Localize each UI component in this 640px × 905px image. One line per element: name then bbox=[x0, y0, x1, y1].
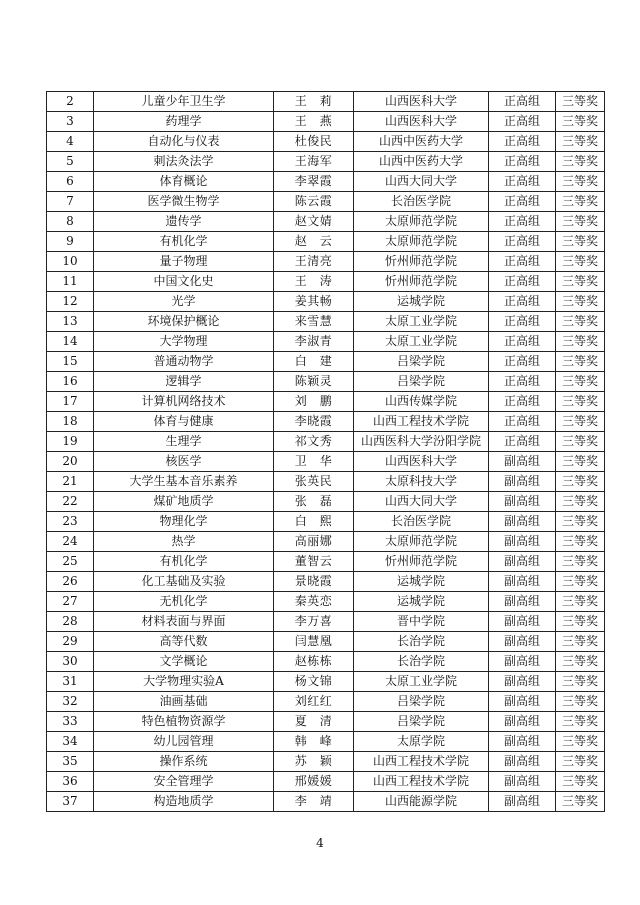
school-name-cell: 长治学院 bbox=[354, 652, 489, 672]
group-cell: 副高组 bbox=[489, 472, 556, 492]
award-level-cell: 三等奖 bbox=[556, 612, 605, 632]
teacher-name-cell: 李晓霞 bbox=[274, 412, 354, 432]
award-level-cell: 三等奖 bbox=[556, 792, 605, 812]
course-name-cell: 有机化学 bbox=[94, 552, 274, 572]
row-index-cell: 16 bbox=[47, 372, 94, 392]
school-name-cell: 太原科技大学 bbox=[354, 472, 489, 492]
teacher-name-cell: 苏 颖 bbox=[274, 752, 354, 772]
teacher-name-cell: 杨文锦 bbox=[274, 672, 354, 692]
award-level-cell: 三等奖 bbox=[556, 212, 605, 232]
school-name-cell: 运城学院 bbox=[354, 592, 489, 612]
course-name-cell: 遗传学 bbox=[94, 212, 274, 232]
teacher-name-cell: 王 涛 bbox=[274, 272, 354, 292]
table-row bbox=[47, 432, 605, 452]
award-level-cell: 三等奖 bbox=[556, 232, 605, 252]
row-index-cell: 6 bbox=[47, 172, 94, 192]
row-index-cell: 20 bbox=[47, 452, 94, 472]
group-cell: 正高组 bbox=[489, 132, 556, 152]
group-cell: 副高组 bbox=[489, 512, 556, 532]
school-name-cell: 吕梁学院 bbox=[354, 352, 489, 372]
course-name-cell: 特色植物资源学 bbox=[94, 712, 274, 732]
teacher-name-cell: 赵栋栋 bbox=[274, 652, 354, 672]
group-cell: 正高组 bbox=[489, 312, 556, 332]
group-cell: 副高组 bbox=[489, 492, 556, 512]
school-name-cell: 山西工程技术学院 bbox=[354, 412, 489, 432]
row-index-cell: 4 bbox=[47, 132, 94, 152]
row-index-cell: 23 bbox=[47, 512, 94, 532]
school-name-cell: 山西医科大学 bbox=[354, 112, 489, 132]
course-name-cell: 光学 bbox=[94, 292, 274, 312]
row-index-cell: 2 bbox=[47, 92, 94, 112]
group-cell: 正高组 bbox=[489, 152, 556, 172]
course-name-cell: 量子物理 bbox=[94, 252, 274, 272]
group-cell: 正高组 bbox=[489, 372, 556, 392]
course-name-cell: 体育概论 bbox=[94, 172, 274, 192]
table-row bbox=[47, 272, 605, 292]
group-cell: 正高组 bbox=[489, 192, 556, 212]
award-level-cell: 三等奖 bbox=[556, 152, 605, 172]
school-name-cell: 忻州师范学院 bbox=[354, 252, 489, 272]
course-name-cell: 文学概论 bbox=[94, 652, 274, 672]
school-name-cell: 山西工程技术学院 bbox=[354, 752, 489, 772]
course-name-cell: 儿童少年卫生学 bbox=[94, 92, 274, 112]
group-cell: 正高组 bbox=[489, 252, 556, 272]
group-cell: 副高组 bbox=[489, 612, 556, 632]
award-level-cell: 三等奖 bbox=[556, 592, 605, 612]
school-name-cell: 山西医科大学 bbox=[354, 452, 489, 472]
group-cell: 副高组 bbox=[489, 792, 556, 812]
table-row bbox=[47, 392, 605, 412]
table-row bbox=[47, 472, 605, 492]
award-level-cell: 三等奖 bbox=[556, 752, 605, 772]
award-level-cell: 三等奖 bbox=[556, 192, 605, 212]
teacher-name-cell: 李 靖 bbox=[274, 792, 354, 812]
group-cell: 副高组 bbox=[489, 592, 556, 612]
teacher-name-cell: 王清亮 bbox=[274, 252, 354, 272]
school-name-cell: 吕梁学院 bbox=[354, 372, 489, 392]
group-cell: 正高组 bbox=[489, 332, 556, 352]
teacher-name-cell: 王 莉 bbox=[274, 92, 354, 112]
row-index-cell: 8 bbox=[47, 212, 94, 232]
table-row bbox=[47, 212, 605, 232]
award-level-cell: 三等奖 bbox=[556, 452, 605, 472]
course-name-cell: 安全管理学 bbox=[94, 772, 274, 792]
course-name-cell: 大学生基本音乐素养 bbox=[94, 472, 274, 492]
school-name-cell: 晋中学院 bbox=[354, 612, 489, 632]
table-row bbox=[47, 592, 605, 612]
school-name-cell: 运城学院 bbox=[354, 572, 489, 592]
group-cell: 正高组 bbox=[489, 112, 556, 132]
group-cell: 副高组 bbox=[489, 572, 556, 592]
row-index-cell: 24 bbox=[47, 532, 94, 552]
school-name-cell: 山西大同大学 bbox=[354, 492, 489, 512]
school-name-cell: 长治医学院 bbox=[354, 512, 489, 532]
group-cell: 正高组 bbox=[489, 412, 556, 432]
group-cell: 正高组 bbox=[489, 392, 556, 412]
row-index-cell: 37 bbox=[47, 792, 94, 812]
group-cell: 正高组 bbox=[489, 352, 556, 372]
teacher-name-cell: 祁文秀 bbox=[274, 432, 354, 452]
group-cell: 正高组 bbox=[489, 232, 556, 252]
table-row bbox=[47, 192, 605, 212]
teacher-name-cell: 闫慧凰 bbox=[274, 632, 354, 652]
award-level-cell: 三等奖 bbox=[556, 292, 605, 312]
group-cell: 副高组 bbox=[489, 452, 556, 472]
group-cell: 副高组 bbox=[489, 532, 556, 552]
course-name-cell: 操作系统 bbox=[94, 752, 274, 772]
course-name-cell: 环境保护概论 bbox=[94, 312, 274, 332]
award-level-cell: 三等奖 bbox=[556, 92, 605, 112]
group-cell: 副高组 bbox=[489, 752, 556, 772]
table-row bbox=[47, 692, 605, 712]
row-index-cell: 9 bbox=[47, 232, 94, 252]
award-level-cell: 三等奖 bbox=[556, 412, 605, 432]
row-index-cell: 26 bbox=[47, 572, 94, 592]
table-row bbox=[47, 452, 605, 472]
school-name-cell: 山西中医药大学 bbox=[354, 152, 489, 172]
row-index-cell: 15 bbox=[47, 352, 94, 372]
teacher-name-cell: 张 磊 bbox=[274, 492, 354, 512]
table-row bbox=[47, 92, 605, 112]
school-name-cell: 太原学院 bbox=[354, 732, 489, 752]
teacher-name-cell: 白 熙 bbox=[274, 512, 354, 532]
school-name-cell: 长治医学院 bbox=[354, 192, 489, 212]
award-level-cell: 三等奖 bbox=[556, 252, 605, 272]
school-name-cell: 太原工业学院 bbox=[354, 332, 489, 352]
course-name-cell: 煤矿地质学 bbox=[94, 492, 274, 512]
school-name-cell: 忻州师范学院 bbox=[354, 552, 489, 572]
row-index-cell: 31 bbox=[47, 672, 94, 692]
row-index-cell: 11 bbox=[47, 272, 94, 292]
course-name-cell: 医学微生物学 bbox=[94, 192, 274, 212]
row-index-cell: 5 bbox=[47, 152, 94, 172]
teacher-name-cell: 陈颖灵 bbox=[274, 372, 354, 392]
row-index-cell: 14 bbox=[47, 332, 94, 352]
award-level-cell: 三等奖 bbox=[556, 732, 605, 752]
school-name-cell: 太原师范学院 bbox=[354, 212, 489, 232]
school-name-cell: 运城学院 bbox=[354, 292, 489, 312]
table-row bbox=[47, 332, 605, 352]
school-name-cell: 吕梁学院 bbox=[354, 712, 489, 732]
table-row bbox=[47, 372, 605, 392]
school-name-cell: 太原师范学院 bbox=[354, 232, 489, 252]
teacher-name-cell: 陈云霞 bbox=[274, 192, 354, 212]
course-name-cell: 刺法灸法学 bbox=[94, 152, 274, 172]
school-name-cell: 山西工程技术学院 bbox=[354, 772, 489, 792]
school-name-cell: 忻州师范学院 bbox=[354, 272, 489, 292]
course-name-cell: 热学 bbox=[94, 532, 274, 552]
award-level-cell: 三等奖 bbox=[556, 432, 605, 452]
group-cell: 正高组 bbox=[489, 292, 556, 312]
teacher-name-cell: 董智云 bbox=[274, 552, 354, 572]
group-cell: 副高组 bbox=[489, 692, 556, 712]
course-name-cell: 幼儿园管理 bbox=[94, 732, 274, 752]
row-index-cell: 13 bbox=[47, 312, 94, 332]
course-name-cell: 生理学 bbox=[94, 432, 274, 452]
award-level-cell: 三等奖 bbox=[556, 512, 605, 532]
group-cell: 正高组 bbox=[489, 172, 556, 192]
teacher-name-cell: 赵 云 bbox=[274, 232, 354, 252]
row-index-cell: 25 bbox=[47, 552, 94, 572]
award-level-cell: 三等奖 bbox=[556, 112, 605, 132]
row-index-cell: 36 bbox=[47, 772, 94, 792]
course-name-cell: 逻辑学 bbox=[94, 372, 274, 392]
school-name-cell: 山西能源学院 bbox=[354, 792, 489, 812]
table-row bbox=[47, 152, 605, 172]
table-row bbox=[47, 172, 605, 192]
group-cell: 副高组 bbox=[489, 732, 556, 752]
row-index-cell: 12 bbox=[47, 292, 94, 312]
table-row bbox=[47, 512, 605, 532]
row-index-cell: 32 bbox=[47, 692, 94, 712]
teacher-name-cell: 白 建 bbox=[274, 352, 354, 372]
course-name-cell: 普通动物学 bbox=[94, 352, 274, 372]
teacher-name-cell: 姜其畅 bbox=[274, 292, 354, 312]
teacher-name-cell: 杜俊民 bbox=[274, 132, 354, 152]
school-name-cell: 太原工业学院 bbox=[354, 672, 489, 692]
course-name-cell: 核医学 bbox=[94, 452, 274, 472]
page-number: 4 bbox=[316, 836, 324, 850]
table-row bbox=[47, 412, 605, 432]
group-cell: 正高组 bbox=[489, 432, 556, 452]
row-index-cell: 3 bbox=[47, 112, 94, 132]
row-index-cell: 18 bbox=[47, 412, 94, 432]
school-name-cell: 山西大同大学 bbox=[354, 172, 489, 192]
course-name-cell: 高等代数 bbox=[94, 632, 274, 652]
school-name-cell: 山西医科大学 bbox=[354, 92, 489, 112]
group-cell: 副高组 bbox=[489, 712, 556, 732]
group-cell: 正高组 bbox=[489, 92, 556, 112]
school-name-cell: 山西传媒学院 bbox=[354, 392, 489, 412]
row-index-cell: 19 bbox=[47, 432, 94, 452]
teacher-name-cell: 来雪慧 bbox=[274, 312, 354, 332]
course-name-cell: 自动化与仪表 bbox=[94, 132, 274, 152]
teacher-name-cell: 夏 清 bbox=[274, 712, 354, 732]
teacher-name-cell: 刘红红 bbox=[274, 692, 354, 712]
award-level-cell: 三等奖 bbox=[556, 632, 605, 652]
teacher-name-cell: 赵文婧 bbox=[274, 212, 354, 232]
group-cell: 副高组 bbox=[489, 672, 556, 692]
award-level-cell: 三等奖 bbox=[556, 312, 605, 332]
row-index-cell: 28 bbox=[47, 612, 94, 632]
row-index-cell: 33 bbox=[47, 712, 94, 732]
table-row bbox=[47, 112, 605, 132]
table-row bbox=[47, 572, 605, 592]
group-cell: 副高组 bbox=[489, 632, 556, 652]
course-name-cell: 无机化学 bbox=[94, 592, 274, 612]
row-index-cell: 29 bbox=[47, 632, 94, 652]
row-index-cell: 30 bbox=[47, 652, 94, 672]
course-name-cell: 油画基础 bbox=[94, 692, 274, 712]
school-name-cell: 吕梁学院 bbox=[354, 692, 489, 712]
course-name-cell: 药理学 bbox=[94, 112, 274, 132]
award-table bbox=[46, 91, 605, 812]
teacher-name-cell: 张英民 bbox=[274, 472, 354, 492]
table-row bbox=[47, 292, 605, 312]
table-row bbox=[47, 612, 605, 632]
teacher-name-cell: 李翠霞 bbox=[274, 172, 354, 192]
course-name-cell: 构造地质学 bbox=[94, 792, 274, 812]
row-index-cell: 35 bbox=[47, 752, 94, 772]
table-row bbox=[47, 532, 605, 552]
teacher-name-cell: 刘 鹏 bbox=[274, 392, 354, 412]
course-name-cell: 大学物理 bbox=[94, 332, 274, 352]
award-level-cell: 三等奖 bbox=[556, 652, 605, 672]
table-row bbox=[47, 252, 605, 272]
table-row bbox=[47, 712, 605, 732]
teacher-name-cell: 秦英恋 bbox=[274, 592, 354, 612]
teacher-name-cell: 高丽娜 bbox=[274, 532, 354, 552]
award-level-cell: 三等奖 bbox=[556, 552, 605, 572]
table-row bbox=[47, 652, 605, 672]
award-level-cell: 三等奖 bbox=[556, 132, 605, 152]
teacher-name-cell: 韩 峰 bbox=[274, 732, 354, 752]
course-name-cell: 大学物理实验A bbox=[94, 672, 274, 692]
row-index-cell: 7 bbox=[47, 192, 94, 212]
course-name-cell: 物理化学 bbox=[94, 512, 274, 532]
row-index-cell: 17 bbox=[47, 392, 94, 412]
course-name-cell: 体育与健康 bbox=[94, 412, 274, 432]
table-row bbox=[47, 632, 605, 652]
table-row bbox=[47, 232, 605, 252]
award-table-body bbox=[47, 92, 605, 812]
table-row bbox=[47, 352, 605, 372]
teacher-name-cell: 李万喜 bbox=[274, 612, 354, 632]
group-cell: 副高组 bbox=[489, 652, 556, 672]
award-level-cell: 三等奖 bbox=[556, 172, 605, 192]
award-level-cell: 三等奖 bbox=[556, 492, 605, 512]
award-level-cell: 三等奖 bbox=[556, 672, 605, 692]
teacher-name-cell: 卫 华 bbox=[274, 452, 354, 472]
award-level-cell: 三等奖 bbox=[556, 352, 605, 372]
school-name-cell: 长治学院 bbox=[354, 632, 489, 652]
table-row bbox=[47, 672, 605, 692]
row-index-cell: 34 bbox=[47, 732, 94, 752]
award-level-cell: 三等奖 bbox=[556, 572, 605, 592]
course-name-cell: 计算机网络技术 bbox=[94, 392, 274, 412]
school-name-cell: 山西中医药大学 bbox=[354, 132, 489, 152]
award-level-cell: 三等奖 bbox=[556, 392, 605, 412]
award-level-cell: 三等奖 bbox=[556, 692, 605, 712]
award-level-cell: 三等奖 bbox=[556, 712, 605, 732]
table-row bbox=[47, 492, 605, 512]
group-cell: 正高组 bbox=[489, 272, 556, 292]
school-name-cell: 太原工业学院 bbox=[354, 312, 489, 332]
course-name-cell: 化工基础及实验 bbox=[94, 572, 274, 592]
teacher-name-cell: 邢媛媛 bbox=[274, 772, 354, 792]
teacher-name-cell: 李淑青 bbox=[274, 332, 354, 352]
teacher-name-cell: 王 燕 bbox=[274, 112, 354, 132]
table-row bbox=[47, 752, 605, 772]
award-level-cell: 三等奖 bbox=[556, 532, 605, 552]
row-index-cell: 27 bbox=[47, 592, 94, 612]
course-name-cell: 有机化学 bbox=[94, 232, 274, 252]
table-row bbox=[47, 312, 605, 332]
row-index-cell: 22 bbox=[47, 492, 94, 512]
award-level-cell: 三等奖 bbox=[556, 372, 605, 392]
row-index-cell: 21 bbox=[47, 472, 94, 492]
table-row bbox=[47, 132, 605, 152]
teacher-name-cell: 景晓霞 bbox=[274, 572, 354, 592]
group-cell: 副高组 bbox=[489, 772, 556, 792]
table-row bbox=[47, 552, 605, 572]
school-name-cell: 山西医科大学汾阳学院 bbox=[354, 432, 489, 452]
award-level-cell: 三等奖 bbox=[556, 472, 605, 492]
group-cell: 副高组 bbox=[489, 552, 556, 572]
group-cell: 正高组 bbox=[489, 212, 556, 232]
table-row bbox=[47, 772, 605, 792]
course-name-cell: 中国文化史 bbox=[94, 272, 274, 292]
award-level-cell: 三等奖 bbox=[556, 332, 605, 352]
award-level-cell: 三等奖 bbox=[556, 772, 605, 792]
table-row bbox=[47, 792, 605, 812]
course-name-cell: 材料表面与界面 bbox=[94, 612, 274, 632]
table-row bbox=[47, 732, 605, 752]
row-index-cell: 10 bbox=[47, 252, 94, 272]
school-name-cell: 太原师范学院 bbox=[354, 532, 489, 552]
teacher-name-cell: 王海军 bbox=[274, 152, 354, 172]
award-level-cell: 三等奖 bbox=[556, 272, 605, 292]
